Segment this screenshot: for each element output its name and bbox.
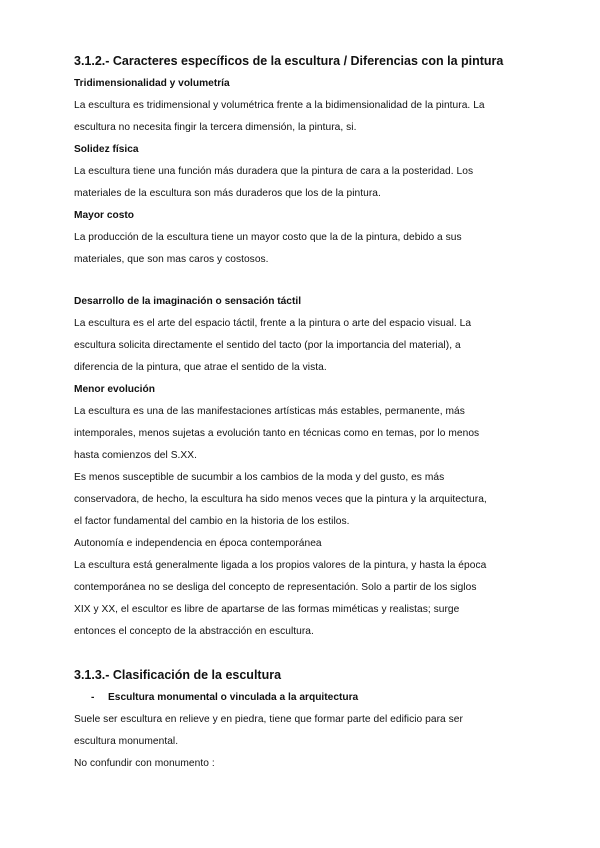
paragraph-line: escultura monumental. (74, 736, 179, 747)
heading-tridimensionalidad: Tridimensionalidad y volumetría (74, 78, 230, 89)
heading-menor-evolucion: Menor evolución (74, 384, 155, 395)
paragraph-line: conservadora, de hecho, la escultura ha sido menos veces que la pintura y la arquitectura, (74, 494, 487, 505)
heading-sensacion-tactil: Desarrollo de la imaginación o sensación táctil (74, 296, 302, 307)
paragraph-line: escultura no necesita fingir la tercera dimensión, la pintura, si. (74, 122, 357, 133)
bullet-heading-escultura-monumental: Escultura monumental o vinculada a la arquitectura (108, 692, 359, 703)
paragraph-line: La producción de la escultura tiene un mayor costo que la de la pintura, debido a sus (74, 232, 462, 243)
heading-mayor-costo: Mayor costo (74, 210, 135, 221)
paragraph-line: La escultura está generalmente ligada a los propios valores de la pintura, y hasta la época (74, 560, 487, 571)
paragraph-line: No confundir con monumento : (74, 758, 215, 769)
paragraph-line: Es menos susceptible de sucumbir a los cambios de la moda y del gusto, es más (74, 472, 445, 483)
paragraph-line: La escultura es tridimensional y volumétrica frente a la bidimensionalidad de la pintura. La (74, 100, 485, 111)
paragraph-line: intemporales, menos sujetas a evolución tanto en técnicas como en temas, por lo menos (74, 428, 480, 439)
paragraph-line: entonces el concepto de la abstracción en escultura. (74, 626, 314, 637)
paragraph-line: materiales de la escultura son más duraderos que los de la pintura. (74, 188, 381, 199)
paragraph-line: Suele ser escultura en relieve y en piedra, tiene que formar parte del edificio para ser (74, 714, 463, 725)
paragraph-line: escultura solicita directamente el sentido del tacto (por la importancia del material), a (74, 340, 461, 351)
heading-solidez: Solidez física (74, 144, 139, 155)
heading-autonomia: Autonomía e independencia en época contemporánea (74, 538, 322, 549)
paragraph-line: La escultura es una de las manifestaciones artísticas más estables, permanente, más (74, 406, 465, 417)
section-title-3-1-3: 3.1.3.- Clasificación de la escultura (74, 668, 282, 682)
paragraph-line: diferencia de la pintura, que atrae el sentido de la vista. (74, 362, 327, 373)
paragraph-line: La escultura tiene una función más duradera que la pintura de cara a la posteridad. Los (74, 166, 474, 177)
paragraph-line: el factor fundamental del cambio en la historia de los estilos. (74, 516, 350, 527)
paragraph-line: contemporánea no se desliga del concepto de representación. Solo a partir de los siglos (74, 582, 477, 593)
paragraph-line: XIX y XX, el escultor es libre de apartarse de las formas miméticas y realistas; surge (74, 604, 460, 615)
paragraph-line: materiales, que son mas caros y costosos. (74, 254, 269, 265)
bullet-marker: - (91, 692, 95, 703)
section-title-3-1-2: 3.1.2.- Caracteres específicos de la escultura / Diferencias con la pintura (74, 54, 504, 68)
paragraph-line: La escultura es el arte del espacio táctil, frente a la pintura o arte del espacio visual. La (74, 318, 472, 329)
paragraph-line: hasta comienzos del S.XX. (74, 450, 197, 461)
